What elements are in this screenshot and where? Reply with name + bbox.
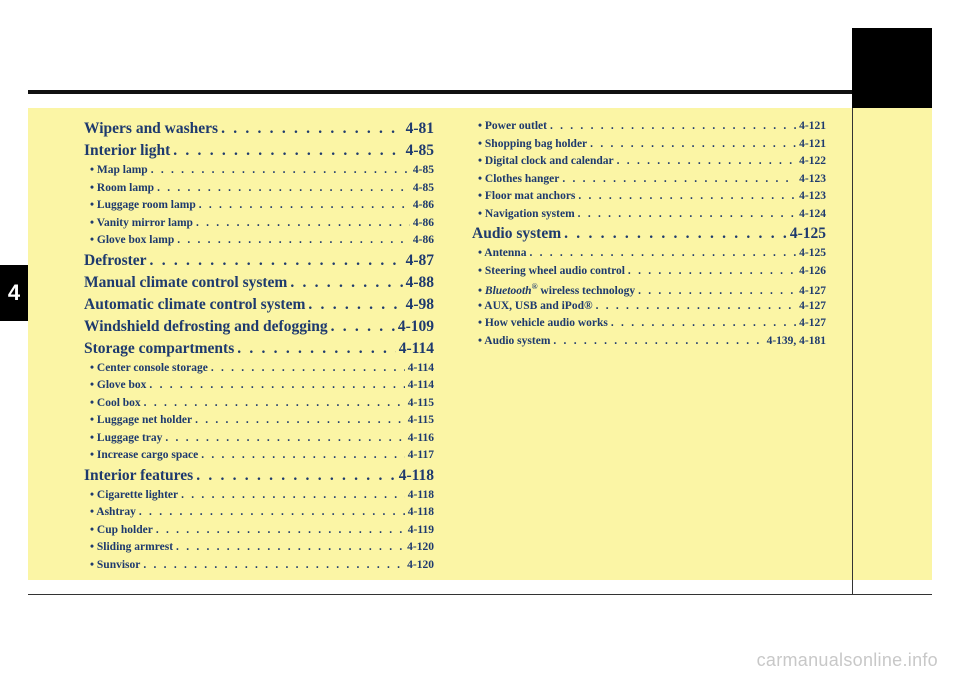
toc-entry[interactable]	[472, 173, 826, 191]
toc-entry[interactable]	[84, 414, 434, 432]
toc-page-number: 4-85	[412, 181, 434, 194]
toc-page-number: 4-98	[405, 295, 434, 313]
toc-entry-title: • Cool box	[90, 396, 141, 409]
dot-leader	[331, 318, 395, 336]
dot-leader	[165, 432, 404, 444]
toc-entry[interactable]	[472, 190, 826, 208]
dot-leader	[149, 379, 404, 391]
toc-page-number: 4-117	[407, 449, 434, 461]
toc-entry-title: • Shopping bag holder	[478, 137, 588, 150]
dot-leader	[201, 449, 405, 461]
toc-page-number: 4-122	[799, 155, 826, 167]
toc-entry[interactable]	[472, 335, 826, 353]
dot-leader	[308, 296, 402, 314]
toc-entry-title: • Bluetooth® wireless technology	[478, 282, 636, 297]
toc-entry-title: • Map lamp	[90, 164, 148, 176]
toc-entry[interactable]	[84, 524, 434, 542]
toc-entry-title: • Room lamp	[90, 181, 155, 194]
toc-page-number: 4-115	[407, 414, 434, 426]
toc-entry-title: • Glove box	[90, 379, 147, 391]
dot-leader	[529, 247, 796, 259]
toc-page-number: 4-109	[397, 317, 434, 335]
dot-leader	[139, 506, 405, 518]
toc-entry[interactable]	[472, 247, 826, 265]
toc-page-number: 4-114	[407, 361, 434, 374]
dot-leader	[237, 340, 395, 358]
toc-entry-title: • Antenna	[478, 247, 527, 259]
toc-entry-title: • Vanity mirror lamp	[90, 216, 193, 229]
toc-entry-title: • Steering wheel audio control	[478, 264, 625, 277]
dot-leader	[195, 414, 405, 426]
toc-entry[interactable]	[472, 155, 826, 173]
toc-entry[interactable]	[84, 164, 434, 182]
toc-entry-title: • AUX, USB and iPod®	[478, 299, 593, 312]
toc-entry-title: • Luggage room lamp	[90, 199, 196, 211]
toc-entry[interactable]	[84, 432, 434, 450]
dot-leader	[151, 164, 410, 176]
toc-page-number: 4-127	[799, 317, 826, 329]
dot-leader	[173, 142, 402, 160]
toc-entry-title: • Increase cargo space	[90, 449, 199, 461]
toc-page-number: 4-86	[412, 234, 434, 246]
toc-entry-title: • Cup holder	[90, 523, 153, 536]
dot-leader	[562, 173, 796, 185]
dot-leader	[196, 217, 410, 229]
toc-entry-title: • Luggage tray	[90, 431, 163, 444]
dot-leader	[143, 559, 404, 571]
toc-entry[interactable]	[84, 296, 434, 318]
toc-page-number: 4-125	[799, 247, 826, 259]
dot-leader	[211, 362, 405, 374]
toc-entry-title: Interior light	[84, 142, 171, 159]
toc-entry-title: Audio system	[472, 225, 562, 242]
toc-page-number: 4-86	[412, 216, 434, 229]
toc-page-number: 4-120	[407, 558, 434, 571]
dot-leader	[550, 120, 796, 132]
toc-page-number: 4-85	[412, 164, 434, 176]
toc-entry-title: Interior features	[84, 466, 194, 484]
dot-leader	[596, 300, 797, 312]
chapter-tab: 4	[0, 265, 28, 321]
toc-entry[interactable]	[472, 317, 826, 335]
toc-entry-title: • Luggage net holder	[90, 414, 193, 426]
toc-entry[interactable]	[84, 252, 434, 274]
toc-entry[interactable]	[84, 467, 434, 489]
dot-leader	[611, 317, 796, 329]
toc-page-number: 4-118	[398, 466, 434, 484]
dot-leader	[156, 524, 405, 536]
watermark: carmanualsonline.info	[756, 650, 938, 670]
bottom-rule	[28, 594, 932, 595]
dot-leader	[144, 397, 405, 409]
toc-right-column	[472, 120, 826, 352]
toc-entry-title: Defroster	[84, 251, 147, 269]
toc-entry[interactable]	[84, 379, 434, 397]
toc-entry-title: • Audio system	[478, 334, 551, 347]
toc-page-number: 4-115	[407, 396, 434, 409]
toc-entry[interactable]	[472, 300, 826, 318]
panel-divider	[852, 108, 853, 595]
toc-page-number: 4-124	[799, 207, 826, 220]
dot-leader	[181, 489, 405, 501]
dot-leader	[617, 155, 797, 167]
toc-entry-title: • How vehicle audio works	[478, 317, 608, 329]
toc-entry-title: Wipers and washers	[84, 120, 219, 137]
toc-entry-title: • Cigarette lighter	[90, 488, 179, 501]
dot-leader	[553, 335, 763, 347]
toc-entry-title: • Sunvisor	[90, 558, 141, 571]
toc-page-number: 4-114	[398, 339, 434, 357]
toc-page-number: 4-139, 4-181	[766, 334, 826, 347]
toc-page-number: 4-116	[407, 431, 434, 444]
toc-page-number: 4-123	[799, 172, 826, 185]
toc-entry[interactable]	[84, 142, 434, 164]
dot-leader	[221, 120, 403, 138]
toc-entry[interactable]	[472, 225, 826, 247]
toc-entry-title: Automatic climate control system	[84, 295, 306, 313]
toc-entry[interactable]	[84, 120, 434, 142]
toc-page-number: 4-123	[799, 190, 826, 202]
toc-entry-title: • Navigation system	[478, 207, 575, 220]
toc-page-number: 4-127	[799, 284, 826, 297]
toc-entry-title: • Sliding armrest	[90, 541, 174, 553]
dot-leader	[177, 234, 410, 246]
toc-entry[interactable]	[84, 541, 434, 559]
toc-page-number: 4-81	[405, 120, 434, 137]
dot-leader	[628, 265, 796, 277]
corner-block	[852, 28, 932, 108]
toc-entry-title: • Glove box lamp	[90, 234, 175, 246]
toc-entry[interactable]	[472, 138, 826, 156]
toc-page-number: 4-118	[407, 488, 434, 501]
toc-entry[interactable]	[84, 274, 434, 296]
dot-leader	[564, 225, 787, 243]
dot-leader	[196, 467, 395, 485]
dot-leader	[578, 190, 796, 202]
toc-entry-title: Windshield defrosting and defogging	[84, 317, 328, 335]
toc-entry-title: • Power outlet	[478, 120, 547, 132]
toc-page-number: 4-121	[799, 120, 826, 132]
toc-entry-title: Storage compartments	[84, 339, 235, 357]
dot-leader	[578, 208, 796, 220]
toc-entry-title: • Digital clock and calendar	[478, 155, 614, 167]
dot-leader	[590, 138, 796, 150]
toc-entry[interactable]	[84, 234, 434, 252]
toc-page-number: 4-118	[407, 506, 434, 518]
toc-entry[interactable]	[84, 340, 434, 362]
toc-entry-title: • Floor mat anchors	[478, 190, 576, 202]
toc-page-number: 4-114	[407, 379, 434, 391]
toc-entry-title: Manual climate control system	[84, 273, 288, 291]
dot-leader	[157, 182, 410, 194]
toc-entry[interactable]	[84, 449, 434, 467]
toc-entry[interactable]	[84, 506, 434, 524]
toc-page-number: 4-87	[405, 251, 434, 269]
toc-entry-title: • Center console storage	[90, 361, 208, 374]
dot-leader	[176, 541, 404, 553]
toc-page-number: 4-88	[405, 273, 434, 291]
top-rule	[28, 90, 852, 94]
toc-entry[interactable]	[84, 199, 434, 217]
toc-page-number: 4-121	[799, 137, 826, 150]
toc-entry[interactable]	[84, 397, 434, 415]
toc-entry-title: • Ashtray	[90, 506, 136, 518]
toc-entry[interactable]	[84, 182, 434, 200]
toc-page-number: 4-85	[405, 142, 434, 159]
dot-leader	[150, 252, 403, 270]
toc-entry[interactable]	[84, 217, 434, 235]
toc-entry[interactable]	[84, 559, 434, 577]
toc-entry-title: • Clothes hanger	[478, 172, 560, 185]
toc-page-number: 4-127	[799, 299, 826, 312]
toc-page-number: 4-86	[412, 199, 434, 211]
toc-page-number: 4-120	[407, 541, 434, 553]
toc-entry[interactable]	[472, 208, 826, 226]
toc-entry[interactable]	[472, 120, 826, 138]
toc-page-number: 4-126	[799, 264, 826, 277]
dot-leader	[199, 199, 410, 211]
toc-entry[interactable]	[84, 362, 434, 380]
toc-entry[interactable]	[472, 265, 826, 283]
toc-entry[interactable]	[472, 282, 826, 300]
toc-page-number: 4-125	[789, 225, 826, 242]
toc-entry[interactable]	[84, 318, 434, 340]
toc-entry[interactable]	[84, 489, 434, 507]
dot-leader	[290, 274, 402, 292]
dot-leader	[638, 285, 796, 297]
toc-page-number: 4-119	[407, 523, 434, 536]
toc-left-column	[84, 120, 434, 576]
